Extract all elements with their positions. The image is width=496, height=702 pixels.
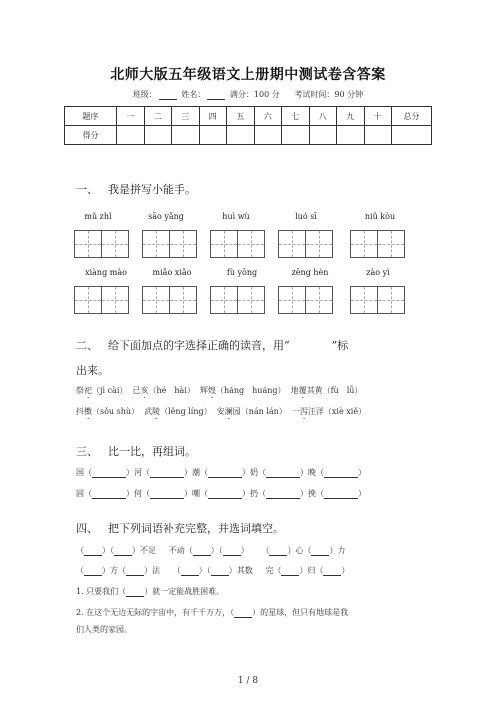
- page-number: 1 / 8: [237, 676, 259, 686]
- score-header-cell: 七: [282, 107, 310, 126]
- idiom-text: （: [76, 566, 84, 575]
- idiom-blank[interactable]: [223, 547, 241, 556]
- score-table-header: [65, 107, 432, 126]
- pinyin-label: miǎo xiǎo: [152, 268, 192, 277]
- score-header-cell: 二: [144, 107, 172, 126]
- writing-cell[interactable]: [377, 230, 405, 258]
- compare-char: ）河（: [126, 468, 150, 477]
- idiom-text: ）其数: [228, 566, 253, 575]
- idiom-blank[interactable]: [281, 567, 299, 576]
- pinyin-label: xiàng mào: [85, 268, 127, 277]
- pinyin-label: huì wù: [222, 212, 250, 221]
- idiom-blank[interactable]: [114, 547, 132, 556]
- writing-cell[interactable]: [350, 230, 378, 258]
- dotted-char[interactable]: 祀: [84, 386, 92, 395]
- pinyin-options[interactable]: 其黄（fù lǚ）: [306, 386, 363, 395]
- pinyin-label: sāo yǎng: [148, 212, 184, 221]
- section2-heading: [76, 337, 416, 353]
- word-char: 地: [290, 386, 299, 395]
- pinyin-label: niǔ kòu: [364, 212, 396, 221]
- score-cell[interactable]: [144, 126, 172, 145]
- dotted-char[interactable]: 澜: [224, 407, 233, 416]
- score-cell[interactable]: [282, 126, 310, 145]
- pinyin-options[interactable]: （lěng líng）: [160, 407, 212, 416]
- word-char: 一: [291, 407, 300, 416]
- idiom-text: ）不足: [132, 546, 156, 555]
- idiom-text: ）（: [210, 546, 223, 555]
- dotted-char[interactable]: 亥: [140, 386, 149, 395]
- idiom-text: 不动（: [168, 546, 193, 555]
- question-text: ）的星球，但只有地球是我: [252, 608, 349, 617]
- score-cell[interactable]: [337, 126, 365, 145]
- class-blank[interactable]: [159, 91, 177, 100]
- question-text: 2. 在这个无边无际的宇宙中，有千千万万，（: [76, 608, 235, 617]
- section1-number: 一、: [76, 183, 98, 196]
- compare-char: ）挽（: [300, 489, 324, 498]
- idiom-text: ）: [341, 566, 350, 575]
- idiom-text: ）方（: [102, 566, 126, 575]
- pinyin-label: zēng hèn: [291, 268, 329, 277]
- pinyin-options[interactable]: （háng huáng）: [215, 386, 286, 395]
- idiom-blank[interactable]: [311, 547, 329, 556]
- score-header-cell: 总分: [392, 107, 432, 126]
- score-cell[interactable]: [254, 126, 282, 145]
- idiom-text: （: [76, 546, 84, 555]
- score-table-row: [65, 126, 432, 145]
- full-score: 满分：100 分: [229, 90, 280, 99]
- score-header-cell: 十: [364, 107, 392, 126]
- idiom-blank[interactable]: [181, 567, 199, 576]
- writing-cell[interactable]: [377, 286, 405, 314]
- question-text: ）就一定能战胜困难。: [144, 587, 225, 596]
- idiom-text: ）心（: [287, 546, 312, 555]
- score-header-cell: 一: [117, 107, 145, 126]
- answer-blank[interactable]: [150, 490, 184, 499]
- answer-blank[interactable]: [208, 490, 242, 499]
- idiom-blank[interactable]: [323, 567, 341, 576]
- compare-char: 固（: [76, 489, 92, 498]
- writing-box[interactable]: [210, 230, 264, 258]
- score-cell[interactable]: [364, 126, 392, 145]
- section4-heading: [76, 520, 284, 536]
- dotted-char[interactable]: 煌: [207, 386, 216, 395]
- writing-cell[interactable]: [278, 286, 306, 314]
- compare-char: ）: [358, 468, 366, 477]
- section3-number: 三、: [76, 445, 98, 458]
- writing-grid-row-1: [74, 230, 434, 258]
- idiom-text: （: [261, 546, 270, 555]
- dotted-char[interactable]: 陵: [152, 407, 161, 416]
- answer-blank[interactable]: [324, 469, 358, 478]
- writing-box[interactable]: [278, 286, 332, 314]
- writing-cell[interactable]: [210, 230, 238, 258]
- score-header-cell: 三: [172, 107, 200, 126]
- word-char: 已: [132, 386, 141, 395]
- answer-blank[interactable]: [92, 490, 126, 499]
- word-char: 武: [144, 407, 153, 416]
- writing-cell[interactable]: [305, 230, 333, 258]
- writing-cell[interactable]: [305, 286, 333, 314]
- section2-title-cont: 出来。: [76, 364, 109, 377]
- writing-box[interactable]: [74, 286, 128, 314]
- score-row-label: 得分: [65, 126, 117, 145]
- idiom-blank[interactable]: [269, 547, 287, 556]
- question-2-cont: 们人类的家园。: [76, 625, 132, 634]
- idiom-blank[interactable]: [126, 567, 144, 576]
- idiom-text: ）法: [144, 566, 160, 575]
- pinyin-options[interactable]: 园（nán lán）: [232, 407, 287, 416]
- writing-cell[interactable]: [74, 286, 102, 314]
- word-char: 安: [216, 407, 225, 416]
- compare-char: ）晚（: [300, 468, 324, 477]
- compare-char: 国（: [76, 468, 92, 477]
- idiom-blank[interactable]: [84, 547, 102, 556]
- score-header-cell: 六: [254, 107, 282, 126]
- name-label: 姓名：: [181, 90, 206, 99]
- pinyin-label: fù yōng: [226, 268, 258, 277]
- idiom-text: ）（: [198, 566, 211, 575]
- answer-blank[interactable]: [208, 469, 242, 478]
- writing-grid-row-2: [74, 286, 434, 314]
- pinyin-options[interactable]: （jì cài）: [92, 386, 128, 395]
- dotted-char[interactable]: 覆: [298, 386, 307, 395]
- writing-box[interactable]: [350, 230, 404, 258]
- pinyin-options[interactable]: （hé hài）: [148, 386, 195, 395]
- answer-blank[interactable]: [126, 588, 144, 597]
- compare-char: ）嘲（: [184, 489, 208, 498]
- word-char: 祭: [76, 386, 84, 395]
- score-cell[interactable]: [172, 126, 200, 145]
- dotted-char[interactable]: 擞: [84, 407, 92, 416]
- writing-cell[interactable]: [278, 230, 306, 258]
- question-2: [76, 607, 348, 618]
- writing-cell[interactable]: [142, 230, 170, 258]
- answer-blank[interactable]: [266, 490, 300, 499]
- idiom-line-1: [76, 545, 345, 556]
- writing-cell[interactable]: [237, 286, 265, 314]
- word-char: 辉: [199, 386, 208, 395]
- section1-title: 我是拼写小能手。: [108, 183, 196, 196]
- writing-cell[interactable]: [101, 286, 129, 314]
- word-char: 抖: [76, 407, 84, 416]
- score-header-cell: 五: [227, 107, 255, 126]
- idiom-text: 完（: [265, 566, 282, 575]
- score-cell[interactable]: [227, 126, 255, 145]
- reading-line-2: [76, 406, 366, 421]
- idiom-line-2: [76, 565, 349, 576]
- writing-box[interactable]: [142, 230, 196, 258]
- score-cell[interactable]: [309, 126, 337, 145]
- idiom-blank[interactable]: [84, 567, 102, 576]
- idiom-text: ）归（: [299, 566, 324, 575]
- writing-cell[interactable]: [74, 230, 102, 258]
- compare-char: ）奶（: [242, 468, 266, 477]
- pinyin-label: mǔ zhǐ: [84, 212, 112, 221]
- writing-box[interactable]: [350, 286, 404, 314]
- writing-cell[interactable]: [350, 286, 378, 314]
- idiom-text: ）: [240, 546, 249, 555]
- answer-blank[interactable]: [266, 469, 300, 478]
- pinyin-options[interactable]: 汪洋（xiè xiě）: [307, 407, 367, 416]
- section3-title: 比一比，再组词。: [108, 445, 196, 458]
- idiom-blank[interactable]: [211, 567, 229, 576]
- score-header-cell: 题序: [65, 107, 117, 126]
- writing-cell[interactable]: [101, 230, 129, 258]
- question-1: [76, 586, 224, 597]
- answer-blank[interactable]: [150, 469, 184, 478]
- section2-number: 二、: [76, 339, 98, 352]
- pinyin-label: zào yì: [366, 268, 390, 277]
- writing-box[interactable]: [278, 230, 332, 258]
- score-cell[interactable]: [117, 126, 145, 145]
- class-label: 班级：: [132, 90, 157, 99]
- section2-title-a: 给下面加点的字选择正确的读音，用“: [108, 339, 290, 352]
- writing-cell[interactable]: [210, 286, 238, 314]
- writing-cell[interactable]: [169, 230, 197, 258]
- answer-blank[interactable]: [92, 469, 126, 478]
- section3-heading: [76, 443, 196, 459]
- idiom-text: ）（: [102, 546, 114, 555]
- writing-box[interactable]: [210, 286, 264, 314]
- compare-line-2: [76, 488, 366, 499]
- score-cell[interactable]: [392, 126, 432, 145]
- compare-char: ）: [358, 489, 366, 498]
- writing-cell[interactable]: [142, 286, 170, 314]
- writing-cell[interactable]: [169, 286, 197, 314]
- score-table: [64, 106, 432, 145]
- pinyin-options[interactable]: （sǒu shù）: [92, 407, 140, 416]
- idiom-text: （: [172, 566, 181, 575]
- question-text: 1. 只要我们（: [76, 587, 127, 596]
- name-blank[interactable]: [207, 91, 225, 100]
- section4-title: 把下列词语补充完整，并选词填空。: [108, 522, 284, 535]
- answer-blank[interactable]: [324, 490, 358, 499]
- score-header-cell: 九: [337, 107, 365, 126]
- exam-info: [0, 89, 496, 100]
- section4-number: 四、: [76, 522, 98, 535]
- document-title: 北师大版五年级语文上册期中测试卷含答案: [110, 67, 386, 83]
- compare-line-1: [76, 467, 366, 478]
- score-header-cell: 八: [309, 107, 337, 126]
- answer-blank[interactable]: [234, 609, 252, 618]
- section1-heading: [76, 181, 196, 197]
- idiom-blank[interactable]: [193, 547, 211, 556]
- writing-box[interactable]: [74, 230, 128, 258]
- idiom-text: ）力: [329, 546, 346, 555]
- compare-char: ）潮（: [184, 468, 208, 477]
- compare-char: ）扔（: [242, 489, 266, 498]
- section2-title-b: ”标: [331, 339, 349, 352]
- writing-cell[interactable]: [237, 230, 265, 258]
- reading-line-1: [76, 385, 362, 400]
- compare-char: ）何（: [126, 489, 150, 498]
- writing-box[interactable]: [142, 286, 196, 314]
- score-header-cell: 四: [199, 107, 227, 126]
- exam-time: 考试时间：90 分钟: [294, 90, 364, 99]
- score-cell[interactable]: [199, 126, 227, 145]
- dotted-char[interactable]: 泻: [299, 407, 308, 416]
- pinyin-label: luó sī: [295, 212, 317, 221]
